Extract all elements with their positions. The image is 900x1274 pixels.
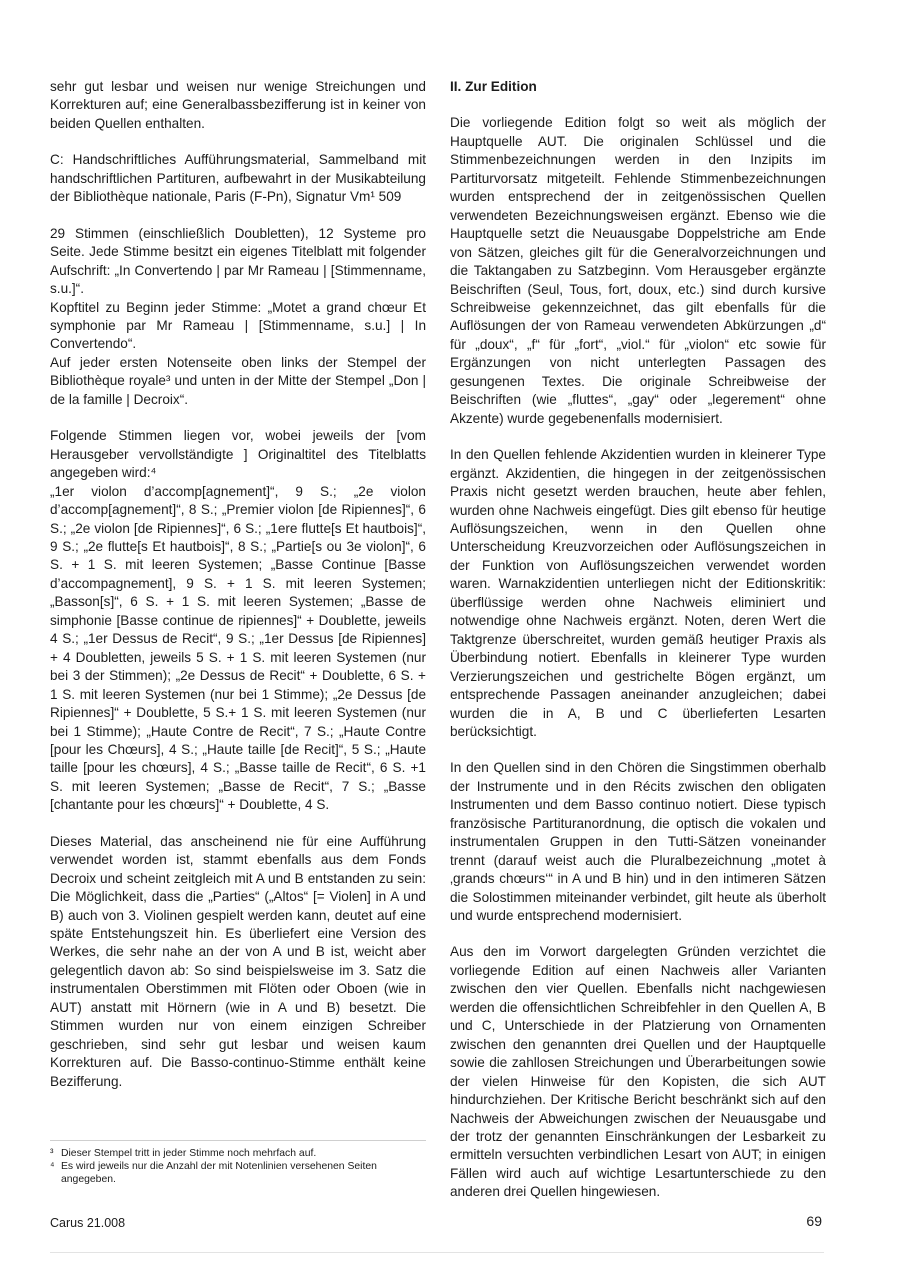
- footnote-mark: ⁴: [50, 1161, 55, 1172]
- publisher-label: Carus 21.008: [50, 1216, 126, 1230]
- left-paragraph-3a: 29 Stimmen (einschließlich Doubletten), 12 Systeme pro Seite. Jede Stimme besitzt ein eigenes Titelblatt mit folgender Aufschrift: „In Convertendo | par Mr Rameau | [Stimmenname, s.u.]“.: [50, 225, 426, 297]
- right-paragraph-4: Aus den im Vorwort dargelegten Gründen verzichtet die vorliegende Edition auf einen Nachweis aller Varianten zwischen den vier Quellen. Ebenfalls nicht nachgewiesen werden die offensichtlichen Schreibfehler in den Quellen A, B und C, Unterschiede in der Platzierung von Ornamenten zwischen den genannten drei Quellen und der Hauptquelle sowie die zahllosen Streichungen und Überarbeitungen sowie der vielen Hinweise für den Kopisten, die sich AUT hindurchziehen. Der Kritische Bericht beschränkt sich auf den Nachweis der Abweichungen zwischen der Neuausgabe und der trotz der genannten Einschränkungen der Lesbarkeit zu ermitteln versuchten verbindlichen Lesart von AUT; in einigen Fällen wird auch auf wichtige Lesartunterschiede zu den anderen drei Quellen hingewiesen.: [450, 944, 826, 1200]
- left-paragraph-3b: Kopftitel zu Beginn jeder Stimme: „Motet a grand chœur Et symphonie par Mr Rameau | [Stimmenname, s.u.] | In Convertendo“.: [50, 299, 426, 352]
- footnote-mark: ³: [50, 1148, 54, 1159]
- footnote-text: Es wird jeweils nur die Anzahl der mit Notenlinien versehenen Seiten angegeben.: [61, 1161, 377, 1185]
- page-number: 69: [806, 1213, 822, 1229]
- footnotes: [50, 1140, 426, 1186]
- footer-divider: [50, 1252, 824, 1253]
- right-paragraph-1: Die vorliegende Edition folgt so weit als möglich der Hauptquelle AUT. Die originalen Schlüssel und die Stimmenbezeichnungen werden in den Inzipits im Partiturvorsatz mitgeteilt. Fehlende Stimmenbezeichnungen wurden entsprechend der in zeitgenössischen Quellen verwendeten Bezeichnungsweisen ergänzt. Ebenso wie die Hauptquelle setzt die Neuausgabe Doppelstriche am Ende von Sätzen, gleiches gilt für die Generalvorzeichnungen und die Taktangaben zu Satzbeginn. Vom Herausgeber ergänzte Beischriften (Seul, Tous, fort, doux, etc.) sind durch kursive Schreibweise gekennzeichnet, das gilt ebenfalls für die Auflösungen der von Rameau verwendeten Abkürzungen „d“ für „doux“, „f“ für „fort“, „viol.“ für „violon“ etc sowie für Ergänzungen von nicht unterlegten Passagen des gesungenen Textes. Die originale Schreibweise der Beischriften (wie „fluttes“, „gay“ oder „legerement“ ohne Akzente) wurde gegebenenfalls modernisiert.: [450, 115, 826, 426]
- section-heading: II. Zur Edition: [450, 79, 537, 94]
- right-column: [450, 78, 826, 1220]
- left-paragraph-parts-list: „1er violon d’accomp[agnement]“, 9 S.; „2e violon d’accomp[agnement]“, 8 S.; „Premier violon [de Ripiennes]“, 6 S.; „2e violon [de Ripiennes]“, 6 S.; „1ere flutte[s Et hautbois]“, 9 S.; „2e flutte[s Et hautbois]“, 8 S.; „Partie[s ou 3e violon]“, 6 S. + 1 S. mit leeren Systemen; „Basse Continue [Basse d’accompagnement], 9 S. + 1 S. mit leeren Systemen; „Basson[s]“, 6 S. + 1 S. mit leeren Systemen; „Basse de simphonie [Basse continue de ripiennes]“ + Doublette, jeweils 4 S.; „1er Dessus de Recit“, 9 S.; „1er Dessus [de Ripiennes] + 4 Doubletten, jeweils 5 S. + 1 S. mit leeren Systemen (nur bei 3 der Stimmen); „2e Dessus de Recit“ + Doublette, 6 S. + 1 S. mit leeren Systemen (nur bei 1 Stimme); „2e Dessus [de Ripiennes]“ + Doublette, 5 S.+ 1 S. mit leeren Systemen (nur bei 1 Stimme); „Haute Contre de Recit“, 7 S.; „Haute Contre [pour les Chœurs], 4 S.; „Haute taille [de Recit]“, 5 S.; „Haute taille [pour les chœurs], 4 S.; „Basse taille de Recit“, 6 S. +1 S. mit leeren Systemen; „Basse de Recit“, 7 S.; „Basse [chantante pour les chœurs]“ + Doublette, 4 S.: [50, 483, 426, 813]
- right-paragraph-3: In den Quellen sind in den Chören die Singstimmen oberhalb der Instrumente und in den Récits zwischen den obligaten Instrumenten und dem Basso continuo notiert. Diese typisch französische Partituranordnung, die optisch die vokalen und instrumentalen Gruppen in den Tutti-Sätzen voneinander trennt (darauf weist auch die Pluralbezeichnung „motet à ‚grands chœurs‘“ in A und B hin) und in den intimeren Sätzen die Solostimmen miteinander verbindet, gilt heute als überholt und wurde entsprechend modernisiert.: [450, 760, 826, 924]
- left-paragraph-1: sehr gut lesbar und weisen nur wenige Streichungen und Korrekturen auf; eine Generalbassbezifferung ist in keiner von beiden Quellen enthalten.: [50, 79, 426, 131]
- left-paragraph-3c: Auf jeder ersten Notenseite oben links der Stempel der Bibliothèque royale³ und unten in der Mitte der Stempel „Don | de la famille | Decroix“.: [50, 354, 426, 407]
- right-paragraph-2: In den Quellen fehlende Akzidentien wurden in kleinerer Type ergänzt. Akzidentien, die hingegen in der zeitgenössischen Praxis nicht gesetzt werden brauchen, heute aber fehlen, wurden ohne Nachweis eingefügt. Dies gilt ebenso für heutige Auflösungszeichen, wenn in den Quellen ohne Unterscheidung Kreuzvorzeichen oder Auflösungszeichen in der Funktion von Auflösungszeichen verwendet worden waren. Warnakzidentien unterliegen nicht der Editionskritik: überflüssige werden ohne Nachweis eliminiert und notwendige ohne Nachweis ergänzt. Noten, deren Wert die Taktgrenze überschreitet, wurden gemäß heutiger Praxis als Überbindung notiert. Ebenfalls in kleinerer Type wurden Verzierungszeichen und gestrichelte Bögen ergänzt, um entsprechende Passagen aneinander anzugleichen; dabei wurden die in A, B und C überlieferten Lesarten berücksichtigt.: [450, 447, 826, 739]
- footnote-text: Dieser Stempel tritt in jeder Stimme noch mehrfach auf.: [61, 1148, 317, 1159]
- footnote: [50, 1160, 426, 1186]
- left-paragraph-source-c: C: Handschriftliches Aufführungsmaterial, Sammelband mit handschriftlichen Partituren, aufbewahrt in der Musikabteilung der Bibliothèque nationale, Paris (F-Pn), Signatur Vm¹ 509: [50, 152, 426, 205]
- left-paragraph-4a: Folgende Stimmen liegen vor, wobei jeweils der [vom Herausgeber vervollständigte ] Originaltitel des Titelblatts angegeben wird:⁴: [50, 428, 426, 481]
- footnote: [50, 1147, 426, 1160]
- left-column: [50, 78, 426, 1109]
- left-paragraph-5: Dieses Material, das anscheinend nie für eine Aufführung verwendet worden ist, stammt ebenfalls aus dem Fonds Decroix und scheint zeitgleich mit A und B entstanden zu sein: Die Möglichkeit, dass die „Parties“ („Altos“ [= Violen] in A und B) auch von 3. Violinen gespielt werden kann, deutet auf eine späte Entstehungszeit hin. Es überliefert eine Version des Werkes, die sehr nahe an der von A und B ist, weicht aber gelegentlich davon ab: So sind beispielsweise im 3. Satz die instrumentalen Oberstimmen mit Flöten oder Oboen (wie in AUT) anstatt mit Hörnern (wie in A und B) besetzt. Die Stimmen wurden nur von einem einzigen Schreiber geschrieben, sind sehr gut lesbar und weisen kaum Korrekturen auf. Die Basso-continuo-Stimme enthält keine Bezifferung.: [50, 833, 426, 1089]
